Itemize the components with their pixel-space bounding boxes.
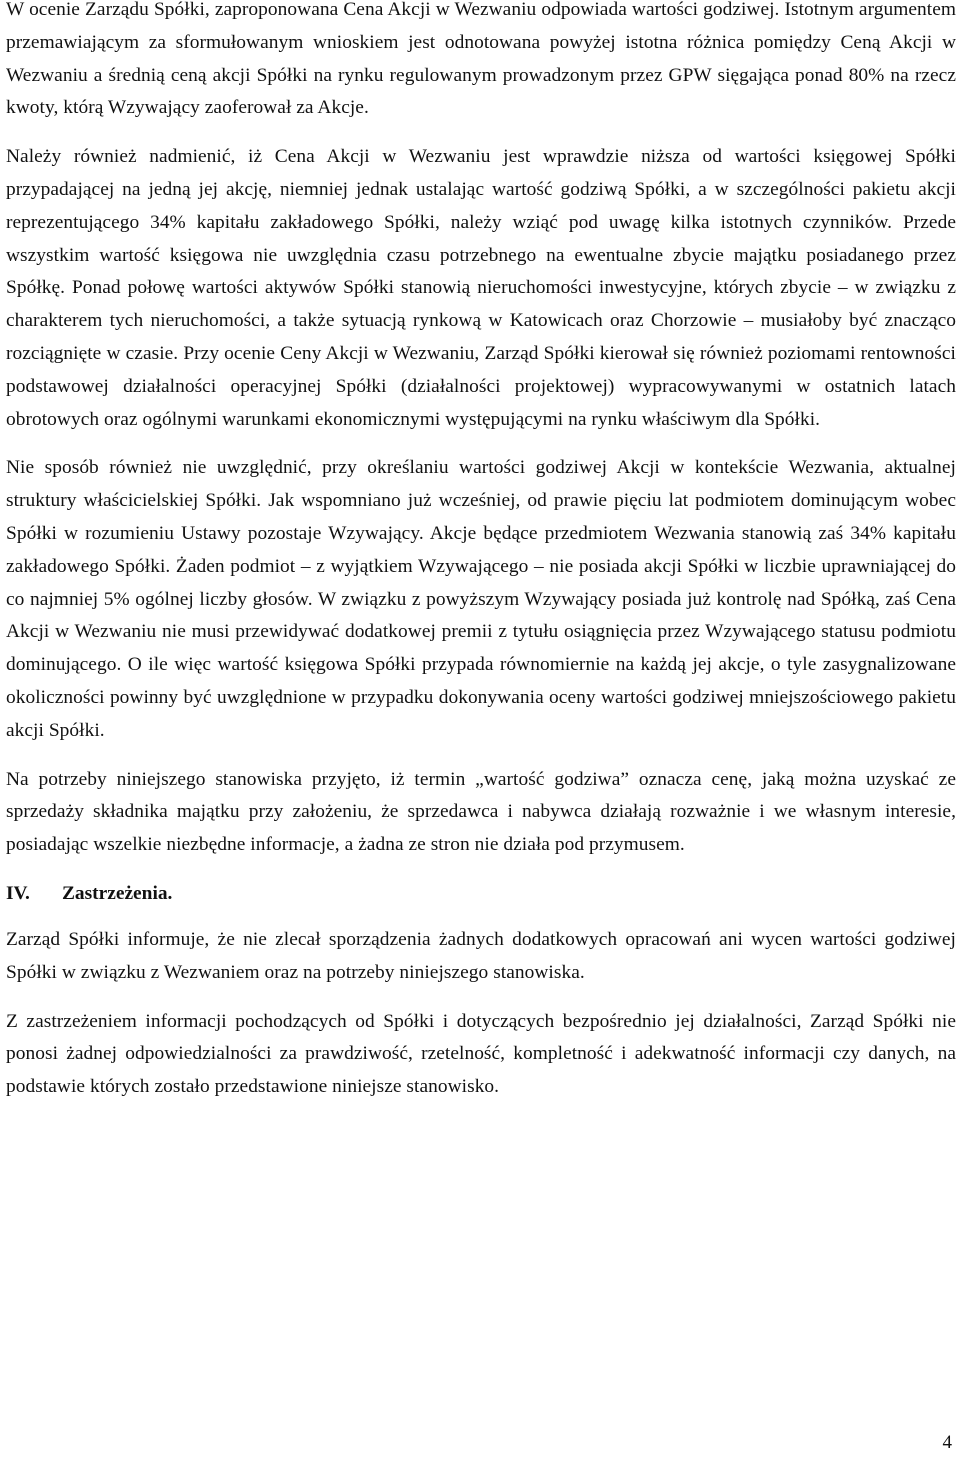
paragraph-book-value-factors: Należy również nadmienić, iż Cena Akcji w Wezwaniu jest wprawdzie niższa od wartości księgowej Spółki przypadającej na jedną jej akcję, niemniej jednak ustalając wartość godziwą Spółki, a w szczególności pakietu akcji reprezentującego 34% kapitału zakładowego Spółki, należy wziąć pod uwagę kilka istotnych czynników. Przede wszystkim wartość księgowa nie uwzględnia czasu potrzebnego na ewentualne zbycie majątku posiadanego przez Spółkę. Ponad połowę wartości aktywów Spółki stanowią nieruchomości inwestycyjne, których zbycie – w związku z charakterem tych nieruchomości, a także sytuacją rynkową w Katowicach oraz Chorzowie – musiałoby być znacząco rozciągnięte w czasie. Przy ocenie Ceny Akcji w Wezwaniu, Zarząd Spółki kierował się również poziomami rentowności podstawowej działalności operacyjnej Spółki (działalności projektowej) wypracowywanymi w ostatnich latach obrotowych oraz ogólnymi warunkami ekonomicznymi występującymi na rynku właściwym dla Spółki.: [6, 146, 956, 430]
section-title: Zastrzeżenia.: [62, 882, 173, 904]
paragraph-no-additional-valuations: Zarząd Spółki informuje, że nie zlecał sporządzenia żadnych dodatkowych opracowań ani wycen wartości godziwej Spółki w związku z Wezwaniem oraz na potrzeby niniejszego stanowiska.: [6, 928, 956, 983]
paragraph-fair-value-assessment: W ocenie Zarządu Spółki, zaproponowana Cena Akcji w Wezwaniu odpowiada wartości godziwej. Istotnym argumentem przemawiającym za sformułowanym wnioskiem jest odnotowana powyżej istotna różnica pomiędzy Ceną Akcji w Wezwaniu a średnią ceną akcji Spółki na rynku regulowanym prowadzonym przez GPW sięgająca ponad 80% na rzecz kwoty, którą Wzywający zaoferował za Akcje.: [6, 0, 956, 119]
page-number: 4: [942, 1432, 952, 1453]
paragraph-ownership-structure: Nie sposób również nie uwzględnić, przy określaniu wartości godziwej Akcji w kontekście Wezwania, aktualnej struktury właścicielskiej Spółki. Jak wspomniano już wcześniej, od prawie pięciu lat podmiotem dominującym wobec Spółki w rozumieniu Ustawy pozostaje Wzywający. Akcje będące przedmiotem Wezwania stanowią zaś 34% kapitału zakładowego Spółki. Żaden podmiot – z wyjątkiem Wzywającego – nie posiada akcji Spółki w liczbie uprawniającej do co najmniej 5% ogólnej liczby głosów. W związku z powyższym Wzywający posiada już kontrolę nad Spółką, zaś Cena Akcji w Wezwaniu nie musi przewidywać dodatkowej premii z tytułu osiągnięcia przez Wzywającego statusu podmiotu dominującego. O ile więc wartość księgowa Spółki przypada równomiernie na każdą jej akcje, o tyle zasygnalizowane okoliczności powinny być uwzględnione w przypadku dokonywania oceny wartości godziwej mniejszościowego pakietu akcji Spółki.: [6, 457, 956, 741]
section-heading: [6, 878, 956, 910]
document-page: [6, 0, 956, 1120]
section-number: IV.: [6, 882, 30, 904]
paragraph-liability-disclaimer: Z zastrzeżeniem informacji pochodzących od Spółki i dotyczących bezpośrednio jej działalności, Zarząd Spółki nie ponosi żadnej odpowiedzialności za prawdziwość, rzetelność, kompletność i adekwatność informacji czy danych, na podstawie których zostało przedstawione niniejsze stanowisko.: [6, 1010, 956, 1098]
paragraph-fair-value-definition: Na potrzeby niniejszego stanowiska przyjęto, iż termin „wartość godziwa” oznacza cenę, jaką można uzyskać ze sprzedaży składnika majątku przy założeniu, że sprzedawca i nabywca działają rozważnie i we własnym interesie, posiadając wszelkie niezbędne informacje, a żadna ze stron nie działa pod przymusem.: [6, 768, 956, 856]
